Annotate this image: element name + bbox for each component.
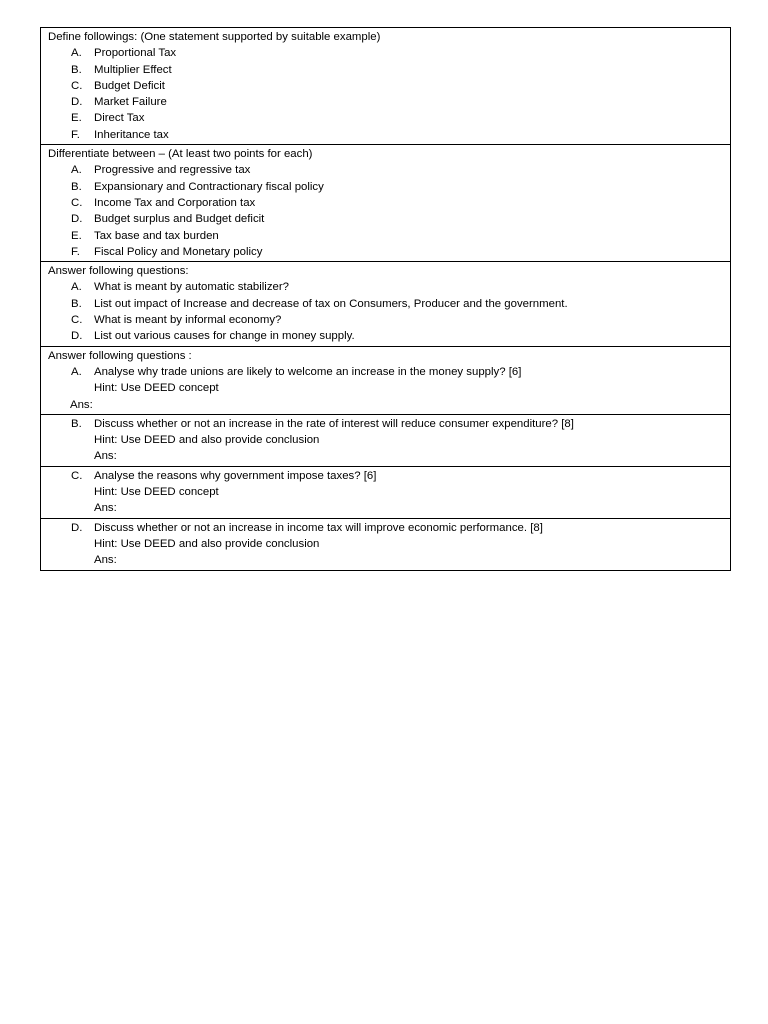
list-item [41, 195, 730, 211]
section-differentiate [41, 145, 730, 262]
item-letter: B. [71, 63, 82, 76]
item-text: What is meant by informal economy? [94, 314, 282, 327]
item-letter: E. [71, 229, 82, 242]
question-hint: Hint: Use DEED and also provide conclusion [94, 537, 320, 550]
item-letter: B. [71, 180, 82, 193]
answer-label: Ans: [94, 502, 117, 515]
list-item [41, 244, 730, 260]
item-text: List out impact of Increase and decrease of tax on Consumers, Producer and the government. [94, 297, 568, 310]
item-text: What is meant by automatic stabilizer? [94, 281, 289, 294]
answer-label: Ans: [94, 450, 117, 463]
item-letter: F. [71, 245, 80, 258]
list-item [41, 228, 730, 244]
list-item [41, 78, 730, 94]
question-table [40, 27, 731, 571]
question-text [41, 520, 730, 536]
item-letter: C. [71, 314, 83, 327]
item-letter: B. [71, 297, 82, 310]
item-text: Discuss whether or not an increase in the rate of interest will reduce consumer expenditure? [8] [94, 417, 574, 430]
section-short-answers [41, 262, 730, 346]
answer-label: Ans: [70, 398, 93, 411]
section-long-answers-d [41, 519, 730, 570]
item-letter: A. [71, 164, 82, 177]
list-item [41, 296, 730, 312]
item-text: Progressive and regressive tax [94, 164, 251, 177]
item-letter: D. [71, 96, 83, 109]
section-long-answers-b [41, 415, 730, 467]
section-heading: Answer following questions : [48, 349, 192, 362]
item-letter: B. [71, 417, 82, 430]
item-text: Budget surplus and Budget deficit [94, 213, 265, 226]
question-text [41, 468, 730, 484]
item-letter: C. [71, 196, 83, 209]
item-text: Multiplier Effect [94, 63, 172, 76]
item-letter: C. [71, 79, 83, 92]
item-letter: D. [71, 213, 83, 226]
item-letter: E. [71, 112, 82, 125]
item-text: Market Failure [94, 96, 167, 109]
item-text: Analyse the reasons why government impose taxes? [6] [94, 469, 377, 482]
section-long-answers-a [41, 347, 730, 415]
item-text: Direct Tax [94, 112, 145, 125]
section-heading: Answer following questions: [48, 265, 189, 278]
item-text: Discuss whether or not an increase in income tax will improve economic performance. [8] [94, 521, 543, 534]
list-item [41, 62, 730, 78]
item-text: Inheritance tax [94, 128, 169, 141]
question-hint: Hint: Use DEED concept [94, 486, 219, 499]
item-letter: C. [71, 469, 83, 482]
list-item [41, 328, 730, 344]
item-text: Analyse why trade unions are likely to welcome an increase in the money supply? [6] [94, 365, 522, 378]
item-letter: A. [71, 281, 82, 294]
section-define [41, 28, 730, 145]
item-text: Budget Deficit [94, 79, 165, 92]
list-item [41, 162, 730, 178]
item-text: Expansionary and Contractionary fiscal policy [94, 180, 324, 193]
list-item [41, 211, 730, 227]
answer-label: Ans: [94, 554, 117, 567]
list-item [41, 45, 730, 61]
item-letter: D. [71, 521, 83, 534]
section-heading: Differentiate between – (At least two points for each) [48, 148, 313, 161]
list-item [41, 312, 730, 328]
question-hint: Hint: Use DEED and also provide conclusion [94, 434, 320, 447]
question-hint: Hint: Use DEED concept [94, 382, 219, 395]
list-item [41, 279, 730, 295]
section-heading: Define followings: (One statement supported by suitable example) [48, 31, 381, 43]
section-long-answers-c [41, 467, 730, 519]
item-text: Proportional Tax [94, 47, 177, 60]
item-text: Fiscal Policy and Monetary policy [94, 245, 263, 258]
item-letter: A. [71, 365, 82, 378]
item-text: Income Tax and Corporation tax [94, 196, 256, 209]
item-letter: F. [71, 128, 80, 141]
item-text: Tax base and tax burden [94, 229, 219, 242]
list-item [41, 179, 730, 195]
question-text [41, 364, 730, 380]
item-text: List out various causes for change in money supply. [94, 330, 355, 343]
list-item [41, 127, 730, 143]
item-letter: A. [71, 47, 82, 60]
item-letter: D. [71, 330, 83, 343]
question-text [41, 416, 730, 432]
list-item [41, 110, 730, 126]
list-item [41, 94, 730, 110]
